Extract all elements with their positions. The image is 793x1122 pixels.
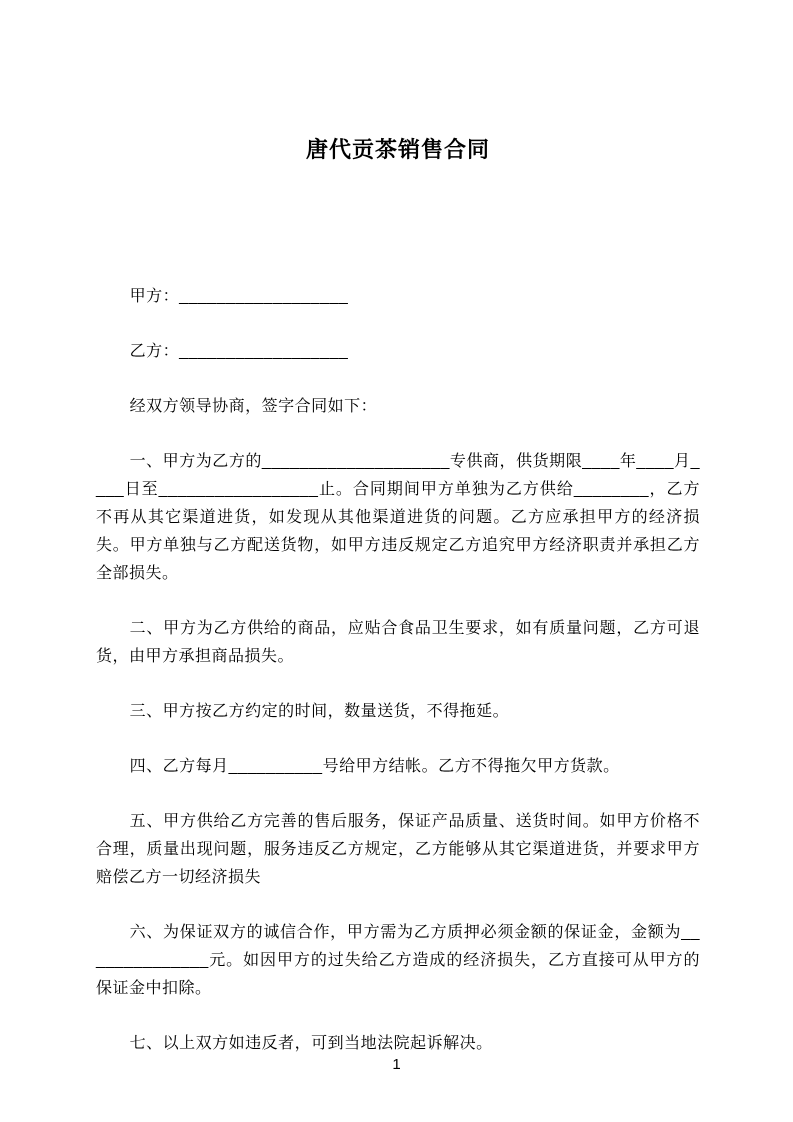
clause-7: 七、以上双方如违反者，可到当地法院起诉解决。	[129, 1035, 493, 1052]
party-b-line: 乙方：__________________	[129, 343, 349, 360]
clause-6: 六、为保证双方的诚信合作，甲方需为乙方质押必须金额的保证金，金额为______________元。如因甲方的过失给乙方造成的经济损失，乙方直接可从甲方的保证金中扣除。	[96, 924, 700, 997]
clause-1: 一、甲方为乙方的____________________专供商，供货期限____年____月____日至_________________止。合同期间甲方单独为乙方供给________，乙方不再从其它渠道进货，如发现从其他渠道进货的问题。乙方应承担甲方的经济损失。甲方单独与乙方配送货物，如甲方违反规定乙方追究甲方经济职责并承担乙方全部损失。	[96, 453, 700, 582]
document-title: 唐代贡茶销售合同	[305, 137, 490, 162]
page-number: 1	[392, 1056, 401, 1073]
clause-3: 三、甲方按乙方约定的时间，数量送货，不得拖延。	[129, 703, 510, 720]
party-a-line: 甲方：__________________	[129, 288, 349, 305]
intro-line: 经双方领导协商，签字合同如下：	[129, 398, 378, 415]
clause-5: 五、甲方供给乙方完善的售后服务，保证产品质量、送货时间。如甲方价格不合理，质量出现问题，服务违反乙方规定，乙方能够从其它渠道进货，并要求甲方赔偿乙方一切经济损失	[96, 813, 700, 886]
clause-2: 二、甲方为乙方供给的商品，应贴合食品卫生要求，如有质量问题，乙方可退货，由甲方承担商品损失。	[96, 620, 700, 665]
clause-4: 四、乙方每月__________号给甲方结帐。乙方不得拖欠甲方货款。	[129, 758, 620, 775]
